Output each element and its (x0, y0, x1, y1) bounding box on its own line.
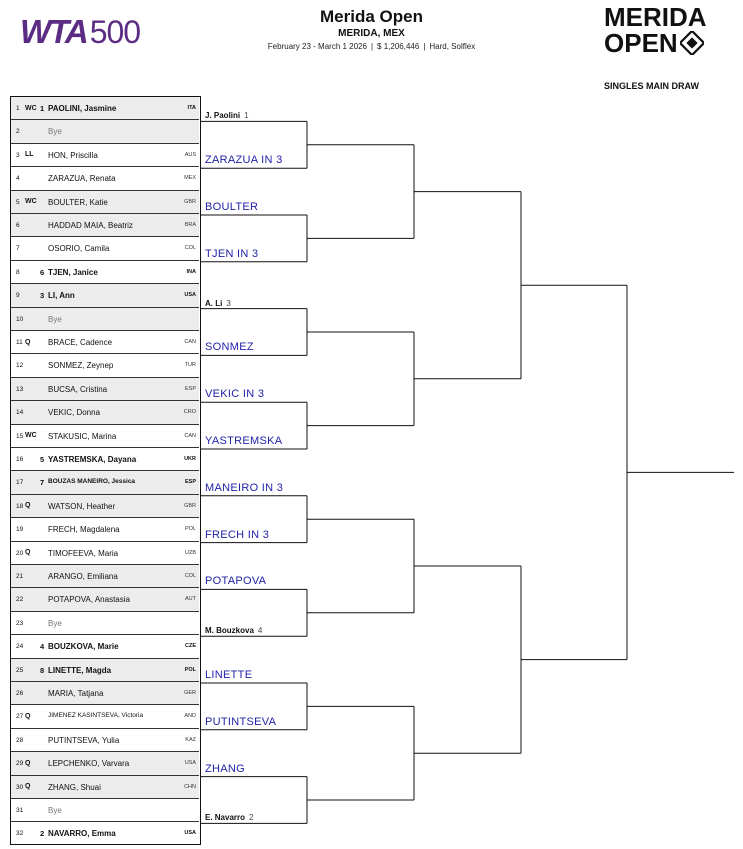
round2-winner: ZHANG (205, 762, 245, 775)
player-name: MARIA, Tatjana (48, 689, 104, 698)
player-name: Bye (48, 127, 62, 137)
player-name: LINETTE, Magda (48, 665, 112, 675)
tournament-location: MERIDA, MEX (338, 28, 405, 39)
draw-position: 10 (16, 315, 24, 323)
player-nationality: TUR (184, 362, 196, 369)
player-nationality: COL (184, 573, 196, 579)
player-name: ARANGO, Emiliana (48, 572, 118, 581)
entry-status: Q (25, 549, 31, 557)
player-name: STAKUSIC, Marina (48, 431, 117, 441)
round2-winner: YASTREMSKA (205, 435, 283, 447)
wta-logo-tier: 500 (89, 14, 141, 50)
player-name: NAVARRO, Emma (48, 829, 116, 839)
player-name: FRECH, Magdalena (48, 525, 120, 535)
round2-winner: BOULTER (205, 201, 259, 213)
draw-position: 29 (16, 760, 24, 768)
player-name: JIMENEZ KASINTSEVA, Victoria (48, 712, 144, 720)
seed-number: 7 (40, 478, 45, 488)
player-name: PAOLINI, Jasmine (48, 104, 117, 113)
draw-position: 17 (16, 479, 24, 487)
round2-seed: 2 (249, 813, 254, 823)
player-name: OSORIO, Camila (48, 244, 110, 254)
round2-winner: MANEIRO IN 3 (205, 481, 284, 494)
player-name: Bye (48, 618, 62, 628)
tournament-surface: Hard, Solflex (429, 42, 476, 51)
player-name: BOUZAS MANEIRO, Jessica (48, 478, 136, 486)
draw-position: 7 (16, 245, 20, 253)
player-nationality: CZE (185, 643, 196, 650)
round2-winner: A. Li (205, 298, 223, 308)
round2-winner: ZARAZUA IN 3 (205, 154, 283, 167)
draw-position: 15 (16, 432, 24, 440)
player-nationality: CHN (184, 783, 196, 790)
draw-position: 1 (16, 105, 20, 112)
entry-status: Q (25, 502, 31, 510)
round2-winner: E. Navarro (205, 813, 246, 823)
player-nationality: KAZ (185, 736, 196, 743)
player-nationality: BRA (184, 222, 196, 228)
player-name: Bye (48, 806, 62, 815)
player-name: LI, Ann (48, 291, 75, 301)
round2-winner: POTAPOVA (205, 575, 267, 588)
player-nationality: POL (184, 666, 196, 673)
draw-position: 18 (16, 502, 24, 510)
player-nationality: AUT (185, 596, 196, 603)
round2-winner: FRECH IN 3 (205, 528, 270, 541)
round2-winner: LINETTE (205, 669, 253, 681)
round2-seed: 1 (244, 111, 249, 121)
player-nationality: USA (184, 292, 196, 299)
player-nationality: MEX (184, 175, 196, 182)
draw-position: 9 (16, 292, 20, 300)
draw-position: 19 (16, 526, 24, 534)
round2-winner: M. Bouzkova (205, 626, 254, 636)
player-name: PUTINTSEVA, Yulia (48, 735, 120, 745)
draw-position: 11 (16, 339, 23, 346)
draw-position: 20 (16, 549, 24, 557)
player-name: YASTREMSKA, Dayana (48, 455, 137, 464)
entry-status: Q (25, 338, 31, 346)
brand-line-1: MERIDA (604, 2, 707, 32)
round2-seed: 4 (257, 626, 263, 636)
wta-logo-text: WTA (20, 13, 87, 50)
player-nationality: UKR (184, 456, 196, 462)
player-name: BRACE, Cadence (48, 338, 113, 347)
draw-position: 23 (16, 619, 24, 627)
player-nationality: ITA (187, 105, 196, 111)
entry-status: Q (25, 783, 31, 791)
draw-position: 26 (16, 690, 24, 697)
player-name: VEKIC, Donna (48, 408, 101, 418)
seed-number: 8 (40, 665, 45, 675)
draw-position: 31 (16, 807, 24, 814)
draw-label: SINGLES MAIN DRAW (604, 81, 700, 91)
tournament-title: Merida Open (320, 7, 423, 26)
tournament-prize: $ 1,206,446 (377, 42, 420, 51)
player-name: BUCSA, Cristina (48, 384, 108, 394)
entry-status: WC (25, 198, 37, 206)
round2-winner: J. Paolini (205, 111, 241, 121)
player-name: BOUZKOVA, Marie (48, 642, 119, 652)
entry-status: WC (25, 104, 37, 112)
seed-number: 4 (40, 642, 45, 652)
draw-position: 3 (16, 151, 20, 159)
player-name: SONMEZ, Zeynep (48, 361, 114, 371)
draw-position: 16 (16, 456, 24, 463)
player-nationality: ESP (184, 479, 196, 486)
draw-position: 8 (16, 268, 20, 276)
player-nationality: CAN (184, 339, 196, 345)
draw-position: 32 (16, 830, 24, 838)
player-name: LEPCHENKO, Varvara (48, 759, 130, 769)
round2-winner: VEKIC IN 3 (205, 388, 265, 401)
draw-position: 5 (16, 198, 20, 206)
player-nationality: GER (184, 690, 196, 696)
round2-seed: 3 (226, 298, 231, 308)
entry-status: Q (25, 712, 31, 720)
player-nationality: AUS (184, 151, 196, 158)
draw-position: 13 (16, 385, 24, 393)
player-nationality: INA (186, 268, 196, 275)
draw-position: 6 (16, 222, 20, 229)
player-name: HADDAD MAIA, Beatriz (48, 221, 133, 230)
draw-position: 14 (16, 409, 24, 417)
player-name: POTAPOVA, Anastasia (48, 595, 130, 605)
draw-position: 22 (16, 596, 24, 604)
seed-number: 6 (40, 267, 45, 277)
player-name: Bye (48, 314, 62, 324)
round2-winner: TJEN IN 3 (205, 247, 259, 260)
brand-line-2: OPEN (604, 28, 678, 58)
player-nationality: GBR (184, 198, 196, 205)
draw-position: 21 (16, 573, 24, 580)
round2-winner: PUTINTSEVA (205, 715, 277, 728)
seed-number: 5 (40, 455, 45, 464)
player-nationality: AND (184, 713, 196, 720)
player-name: ZHANG, Shuai (48, 782, 101, 792)
player-nationality: COL (184, 245, 196, 252)
player-name: WATSON, Heather (48, 501, 116, 511)
tournament-dates: February 23 - March 1 2026 (267, 42, 367, 51)
player-nationality: USA (184, 830, 196, 837)
tournament-info: February 23 - March 1 2026 | $ 1,206,446 | Hard, Solflex (267, 42, 476, 51)
draw-position: 24 (16, 643, 24, 651)
draw-position: 4 (16, 175, 20, 183)
draw-position: 2 (16, 128, 20, 136)
player-name: ZARAZUA, Renata (48, 174, 116, 184)
player-name: TJEN, Janice (48, 267, 98, 277)
draw-position: 27 (16, 713, 24, 721)
player-nationality: UZB (185, 549, 196, 556)
entry-status: LL (25, 151, 34, 159)
player-nationality: CRO (183, 409, 196, 416)
draw-position: 25 (16, 666, 24, 674)
entry-status: WC (25, 432, 37, 440)
seed-number: 1 (40, 104, 45, 113)
seed-number: 3 (40, 291, 45, 301)
seed-number: 2 (40, 829, 45, 839)
draw-position: 30 (16, 783, 24, 791)
player-name: HON, Priscilla (48, 150, 98, 160)
round2-winner: SONMEZ (205, 341, 254, 354)
player-nationality: POL (184, 526, 196, 533)
entry-status: Q (25, 759, 31, 767)
player-name: BOULTER, Katie (48, 197, 108, 207)
player-nationality: CAN (184, 432, 196, 439)
player-name: TIMOFEEVA, Maria (48, 548, 119, 558)
player-nationality: USA (184, 760, 196, 767)
player-nationality: GBR (184, 502, 196, 509)
player-nationality: ESP (184, 385, 196, 392)
draw-position: 12 (16, 362, 24, 370)
draw-position: 28 (16, 736, 24, 744)
